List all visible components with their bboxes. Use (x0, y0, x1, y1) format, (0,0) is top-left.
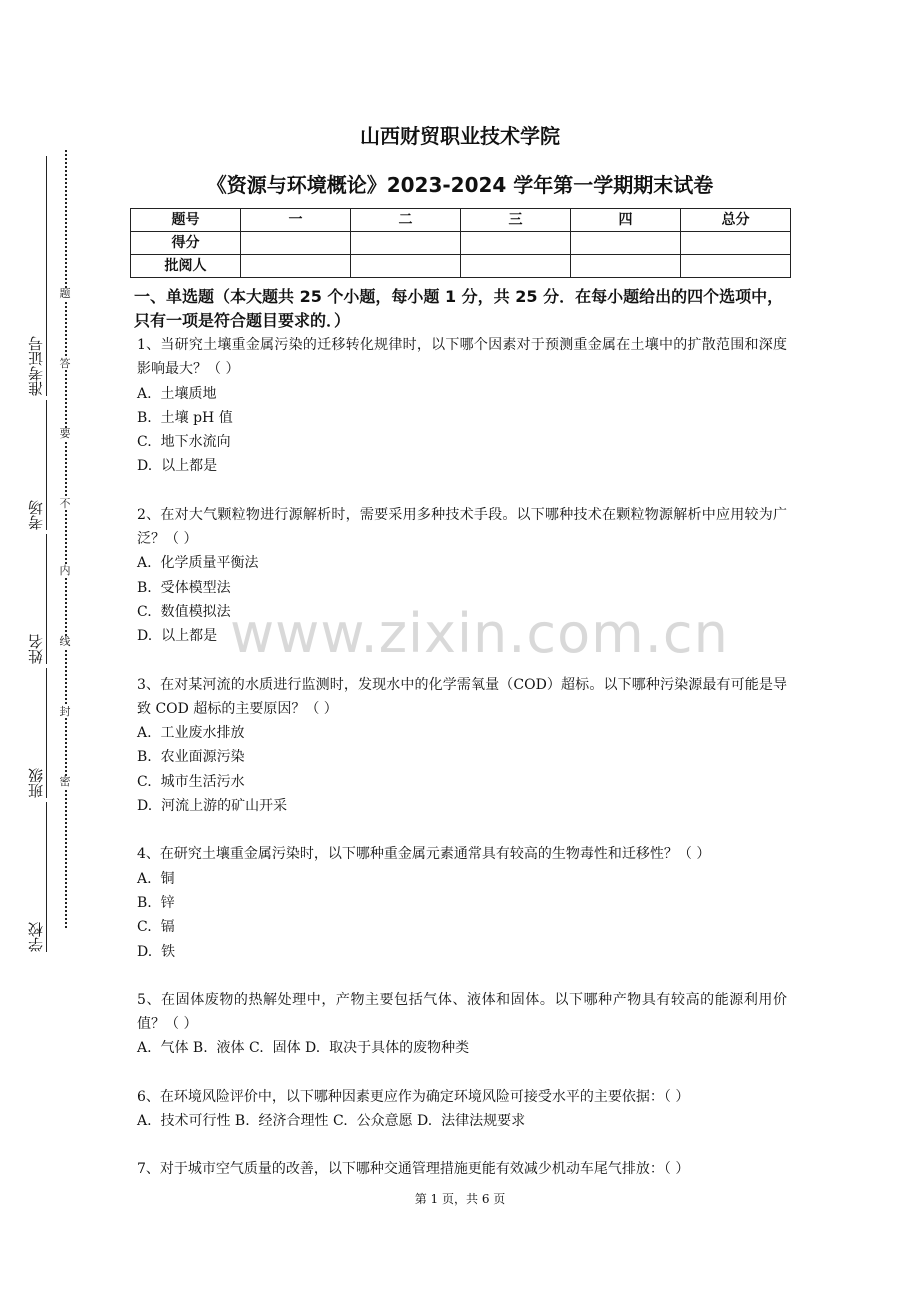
seal-char: 不 (59, 497, 71, 510)
info-field-label: 姓名 (27, 634, 45, 664)
grader-cell (681, 255, 791, 278)
question-stem: 6、在环境风险评价中，以下哪种因素更应作为确定环境风险可接受水平的主要依据：（ ） (137, 1088, 690, 1105)
score-col-4: 四 (571, 209, 681, 232)
seal-char: 内 (59, 564, 71, 577)
question-option: D. 以上都是 (137, 628, 218, 645)
question-stem: 5、在固体废物的热解处理中，产物主要包括气体、液体和固体。以下哪种产物具有较高的能源利用价值？（ ） (137, 991, 787, 1033)
info-field-label: 准考证号 (27, 336, 45, 396)
question-option: B. 锌 (137, 894, 175, 911)
question-item (137, 673, 787, 819)
grader-cell (241, 255, 351, 278)
question-option: A. 工业废水排放 (137, 725, 245, 742)
info-field-label: 考场 (27, 500, 45, 530)
score-row (131, 232, 791, 255)
question-option: C. 城市生活污水 (137, 773, 245, 790)
info-field-line (16, 802, 47, 952)
score-col-2: 二 (351, 209, 461, 232)
score-cell (351, 232, 461, 255)
question-list (137, 333, 787, 1182)
score-col-label: 题号 (131, 209, 241, 232)
seal-char: 题 (59, 287, 71, 300)
page-footer: 第 1 页，共 6 页 (414, 1192, 506, 1206)
exam-title: 《资源与环境概论》2023-2024 学年第一学期期末试卷 (206, 173, 714, 197)
question-item (137, 988, 787, 1061)
question-option: C. 地下水流向 (137, 434, 231, 451)
question-stem: 3、在对某河流的水质进行监测时，发现水中的化学需氧量（COD）超标。以下哪种污染源最有可能是导致 COD 超标的主要原因？（ ） (137, 676, 787, 717)
question-item (137, 1085, 787, 1134)
seal-char: 线 (59, 635, 71, 648)
exam-content (134, 285, 787, 1182)
question-option: A. 化学质量平衡法 (137, 555, 259, 572)
question-item (137, 1157, 787, 1181)
watermark: www.zixin.com.cn (230, 602, 729, 665)
seal-char: 封 (59, 705, 71, 718)
question-stem: 7、对于城市空气质量的改善，以下哪种交通管理措施更能有效减少机动车尾气排放：（ ） (137, 1161, 690, 1178)
question-option: A. 气体 B. 液体 C. 固体 D. 取决于具体的废物种类 (137, 1040, 470, 1057)
seal-char: 要 (59, 427, 71, 440)
score-col-3: 三 (461, 209, 571, 232)
question-stem: 1、当研究土壤重金属污染的迁移转化规律时，以下哪个因素对于预测重金属在土壤中的扩散范围和深度影响最大？（ ） (137, 337, 787, 378)
question-option: B. 农业面源污染 (137, 749, 245, 766)
info-field-line (16, 400, 47, 530)
score-cell (461, 232, 571, 255)
info-field-line (16, 668, 47, 798)
seal-dotted-line (65, 150, 67, 928)
question-option: C. 镉 (137, 919, 175, 936)
info-field-label: 学校 (27, 922, 45, 952)
question-option: D. 以上都是 (137, 458, 218, 475)
grader-row-label: 批阅人 (131, 255, 241, 278)
seal-char: 答 (59, 357, 71, 370)
score-table-header-row (131, 209, 791, 232)
score-row-label: 得分 (131, 232, 241, 255)
question-option: D. 铁 (137, 943, 176, 960)
grader-row (131, 255, 791, 278)
grader-cell (351, 255, 461, 278)
question-option: A. 铜 (137, 870, 175, 887)
question-stem: 2、在对大气颗粒物进行源解析时，需要采用多种技术手段。以下哪种技术在颗粒物源解析中应用较为广泛？（ ） (137, 506, 787, 548)
question-option: C. 数值模拟法 (137, 603, 231, 620)
question-option: B. 土壤 pH 值 (137, 409, 233, 426)
section-heading: 一、单选题（本大题共 25 个小题，每小题 1 分，共 25 分．在每小题给出的四个选项中，只有一项是符合题目要求的．） (134, 287, 784, 330)
score-cell (241, 232, 351, 255)
question-stem: 4、在研究土壤重金属污染时，以下哪种重金属元素通常具有较高的生物毒性和迁移性？（ ） (137, 846, 711, 863)
info-field-label: 班级 (27, 768, 45, 798)
grader-cell (571, 255, 681, 278)
question-option: D. 河流上游的矿山开采 (137, 798, 288, 815)
score-cell (571, 232, 681, 255)
score-table (130, 208, 791, 278)
school-name: 山西财贸职业技术学院 (360, 124, 560, 148)
question-item (137, 842, 787, 963)
score-cell (681, 232, 791, 255)
score-col-total: 总分 (681, 209, 791, 232)
question-option: B. 受体模型法 (137, 579, 231, 596)
question-option: A. 技术可行性 B. 经济合理性 C. 公众意愿 D. 法律法规要求 (137, 1113, 526, 1130)
question-item (137, 333, 787, 479)
info-field-line (16, 534, 47, 664)
grader-cell (461, 255, 571, 278)
question-option: A. 土壤质地 (137, 385, 217, 402)
seal-char: 密 (59, 775, 71, 788)
score-col-1: 一 (241, 209, 351, 232)
